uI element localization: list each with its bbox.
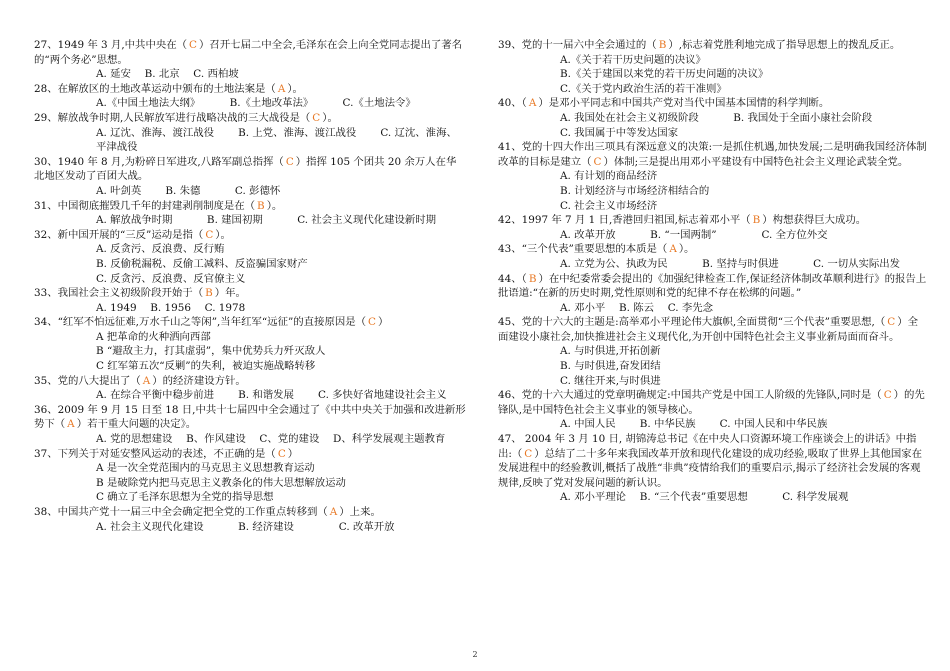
option-line: A. 辽沈、淮海、渡江战役 B. 上党、淮海、渡江战役 C. 辽沈、淮海、平津战役 [96, 126, 457, 154]
answer-letter: A [67, 418, 75, 431]
option-line: C. 继往开来,与时俱进 [560, 374, 661, 387]
option-line: A. 叶剑英 B. 朱德 C. 彭德怀 [96, 184, 281, 197]
question-fragment: ）指挥 105 个团共 20 余万人在华北地区发动了百团大战。 [34, 155, 457, 183]
answer-letter: C [524, 447, 533, 460]
answer-letter: C [189, 39, 197, 51]
answer-letter: C [205, 228, 214, 241]
question-text [34, 286, 466, 301]
question-text [498, 242, 928, 257]
option-line: B. 反偷税漏税、反偷工减料、反盗骗国家财产 [96, 257, 308, 270]
question-text [498, 38, 928, 53]
option-line: C 确立了毛泽东思想为全党的指导思想 [96, 491, 274, 504]
answer-letter: C [593, 155, 602, 168]
question-fragment: 42、1997 年 7 月 1 日,香港回归祖国,标志着邓小平（ [498, 214, 751, 227]
option-line: B. 与时俱进,奋发团结 [560, 360, 661, 373]
question-fragment: 31、中国彻底摧毁几千年的封建剥削制度是在（ [34, 199, 256, 212]
option-line: A. 在综合平衡中稳步前进 B. 和谐发展 C. 多快好省地建设社会主义 [96, 389, 447, 402]
left-column [34, 38, 466, 534]
question-text [34, 447, 466, 462]
question-fragment: 41、党的十四大作出三项具有深远意义的决策:一是抓住机遇,加快发展;二是明确我国经济体制改革的目标是建立（ [498, 141, 927, 168]
question-text [498, 388, 928, 417]
option-line: A. 中国人民 B. 中华民族 C. 中国人民和中华民族 [560, 418, 828, 431]
answer-letter: B [257, 199, 265, 212]
answer-letter: B [752, 214, 761, 227]
option-line: A. 有计划的商品经济 [560, 170, 658, 183]
answer-letter: C [887, 316, 896, 329]
page-number: 2 [472, 650, 478, 659]
option-line: B. 计划经济与市场经济相结合的 [560, 184, 710, 197]
question-fragment: ）体制;三是提出用邓小平建设有中国特色社会主义理论武装全党。 [603, 155, 909, 168]
question-text [498, 96, 928, 111]
question-fragment: 40、（ [498, 97, 527, 110]
question-fragment: ）。 [678, 243, 695, 256]
question-fragment: ）的先锋队,是中国特色社会主义事业的领导核心。 [498, 389, 925, 416]
question-fragment: ）若干重大问题的决定》。 [76, 418, 197, 431]
question-fragment: 33、我国社会主义初级阶段开始于（ [34, 287, 204, 300]
question-fragment: ）全面建设小康社会,加快推进社会主义现代化,为开创中国特色社会主义事业新局面而奋斗。 [498, 316, 918, 343]
question-text [498, 315, 928, 344]
answer-letter: C [312, 111, 321, 124]
option-line: C.《关于党内政治生活的若干准则》 [560, 82, 727, 95]
option-line: C. 反贪污、反浪费、反官僚主义 [96, 272, 246, 285]
option-line: A. 邓小平理论 B. “三个代表”重要思想 C. 科学发展观 [560, 491, 849, 504]
question-text [34, 505, 466, 520]
question-text [34, 374, 466, 389]
question-fragment: 34、“红军不怕远征难,万水千山之等闲”,当年红军“远征”的直接原因是（ [34, 316, 367, 329]
option-line: A. 立党为公、执政为民 B. 坚持与时俱进 C. 一切从实际出发 [560, 257, 901, 270]
answer-letter: A [329, 506, 338, 518]
question-fragment: ）是邓小平同志和中国共产党对当代中国基本国情的科学判断。 [538, 97, 830, 110]
question-fragment: 45、党的十六大的主题是:高举邓小平理论伟大旗帜,全面贯彻“三个代表”重要思想,（ [498, 316, 886, 329]
question-fragment: ） [287, 447, 299, 460]
question-fragment: 46、党的十六大通过的党章明确规定:中国共产党是中国工人阶级的先锋队,同时是（ [498, 389, 882, 402]
question-text [34, 403, 466, 432]
option-line: A 把革命的火种洒向西部 [96, 330, 211, 343]
question-fragment: 35、党的八大提出了（ [34, 374, 141, 387]
answer-letter: C [883, 389, 892, 402]
answer-letter: A [669, 243, 677, 256]
question-fragment: ） [377, 316, 389, 329]
answer-letter: A [142, 374, 151, 387]
option-line: A. 延安 B. 北京 C. 西柏坡 [96, 68, 239, 81]
option-line: A. 改革开放 B. “一国两制” C. 全方位外交 [560, 228, 828, 241]
question-text [498, 432, 928, 490]
question-text [498, 213, 928, 228]
option-line: C. 社会主义市场经济 [560, 199, 658, 212]
question-text [498, 272, 928, 301]
answer-letter: B [205, 287, 213, 300]
question-fragment: 27、1949 年 3 月,中共中央在（ [34, 39, 188, 51]
question-fragment: ）。 [266, 199, 283, 212]
option-line: A. 1949 B. 1956 C. 1978 [96, 301, 246, 314]
question-text [34, 199, 466, 214]
option-line: A. 我国处在社会主义初级阶段 B. 我国处于全面小康社会阶段 [560, 111, 873, 124]
question-fragment: 38、中国共产党十一届三中全会确定把全党的工作重点转移到（ [34, 506, 328, 518]
option-line: A. 社会主义现代化建设 B. 经济建设 C. 改革开放 [96, 520, 395, 533]
option-line: A. 解放战争时期 B. 建国初期 C. 社会主义现代化建设新时期 [96, 214, 437, 227]
option-line: A. 邓小平 B. 陈云 C. 李先念 [560, 301, 714, 314]
answer-letter: C [285, 155, 294, 168]
question-fragment: 37、下列关于对延安整风运动的表述，不正确的是（ [34, 447, 276, 460]
question-fragment: 29、解放战争时期,人民解放军进行战略决战的三大战役是（ [34, 111, 311, 124]
option-line: C 红军第五次“反剿”的失利，被迫实施战略转移 [96, 360, 316, 373]
question-fragment: 39、党的十一届六中全会通过的（ [498, 39, 657, 51]
question-fragment: ）。 [215, 228, 231, 241]
question-text [34, 315, 466, 330]
option-line: A. 反贪污、反浪费、反行贿 [96, 243, 225, 256]
question-fragment: ）年。 [214, 287, 246, 300]
answer-letter: C [368, 316, 376, 329]
answer-letter: C [277, 447, 286, 460]
option-line: C. 我国属于中等发达国家 [560, 126, 679, 139]
question-text [34, 38, 466, 67]
question-fragment: ）,标志着党胜利地完成了指导思想上的拨乱反正。 [668, 39, 901, 51]
question-fragment: 32、新中国开展的“三反”运动是指（ [34, 228, 204, 241]
question-fragment: ）。 [287, 82, 303, 95]
answer-letter: B [658, 39, 667, 51]
option-line: A. 党的思想建设 B、作风建设 C、党的建设 D、科学发展观主题教育 [96, 433, 446, 446]
option-line: B 是破除党内把马克思主义教条化的伟大思想解放运动 [96, 476, 346, 489]
option-line: A 是一次全党范围内的马克思主义思想教育运动 [96, 462, 315, 475]
question-text [34, 82, 466, 97]
option-line: B.《关于建国以来党的若干历史问题的决议》 [560, 68, 769, 81]
question-fragment: 43、“三个代表”重要思想的本质是（ [498, 243, 668, 256]
question-fragment: 44、（ [498, 272, 527, 285]
option-line: A.《关于若干历史问题的决议》 [560, 53, 706, 66]
option-line: A. 与时俱进,开拓创新 [560, 345, 661, 358]
question-fragment: ）在中纪委常委会提出的《加强纪律检查工作,保证经济体制改革顺利进行》的报告上批语道:“在新的历史时期,党性原则和党的纪律不存在松绑的问题。” [498, 272, 927, 300]
answer-letter: A [277, 82, 286, 95]
answer-letter: B [528, 272, 537, 285]
question-fragment: ）总结了二十多年来我国改革开放和现代化建设的成功经验,吸取了世界上其他国家在发展进程中的经验教训,概括了战胜“非典”疫情给我们的重要启示,揭示了经济社会发展的客观规律,反映了党对发展问题的新认识。 [498, 447, 923, 489]
question-text [498, 140, 928, 169]
question-fragment: ）。 [322, 111, 338, 124]
right-column [498, 38, 928, 505]
question-fragment: ）上来。 [339, 506, 381, 518]
question-text [34, 155, 466, 184]
question-text [34, 111, 466, 126]
question-fragment: 36、2009 年 9 月 15 日至 18 日,中共十七届四中全会通过了《中共中央关于加强和改进新形势下（ [34, 403, 466, 431]
option-line: A.《中国土地法大纲》 B.《土地改革法》 C.《土地法令》 [96, 97, 416, 110]
question-text [34, 228, 466, 243]
question-fragment: 47、 2004 年 3 月 10 日, 胡锦涛总书记《在中央人口资源环境工作座谈会上的讲话》中指出:（ [498, 433, 917, 460]
question-fragment: ）召开七届二中全会,毛泽东在会上向全党同志提出了著名的“两个务必”思想。 [34, 39, 463, 66]
question-fragment: ）的经济建设方针。 [152, 374, 246, 387]
question-fragment: 30、1940 年 8 月,为粉碎日军进攻,八路军副总指挥（ [34, 155, 284, 168]
question-fragment: 28、在解放区的土地改革运动中颁布的土地法案是（ [34, 82, 276, 95]
option-line: B “避敌主力，打其虚弱”，集中优势兵力歼灭敌人 [96, 345, 326, 358]
answer-letter: A [528, 97, 537, 110]
question-fragment: ）构想获得巨大成功。 [762, 214, 867, 227]
